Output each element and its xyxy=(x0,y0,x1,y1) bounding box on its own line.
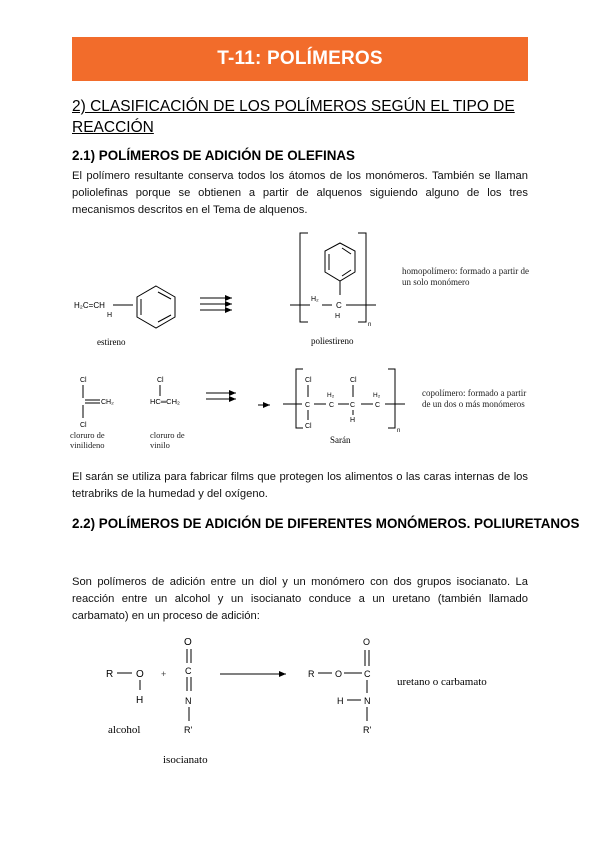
vc-formula: HC═CH₂ xyxy=(150,397,180,406)
alcohol-r: R xyxy=(106,669,114,680)
vinyl-chloride-molecule xyxy=(150,377,180,406)
saran-name: Sarán xyxy=(330,435,351,445)
polystyrene-ch2: H₂ xyxy=(311,296,319,303)
alcohol-label: alcohol xyxy=(108,724,141,736)
isocyanate-r: R' xyxy=(184,725,193,735)
homopolymer-note: homopolímero: formado a partir de un solo monómero xyxy=(402,266,529,287)
subsection-title-2-1: 2.1) POLÍMEROS DE ADICIÓN DE OLEFINAS xyxy=(72,148,355,163)
vdc-ch2: CH₂ xyxy=(101,399,114,406)
copolymer-note: copolímero: formado a partir de un dos o más monómeros xyxy=(422,388,527,409)
saran-n: n xyxy=(397,428,401,434)
vinylidene-chloride-molecule xyxy=(80,377,114,429)
vinyl-chloride-name: cloruro de vinilo xyxy=(150,430,185,450)
isocyanate-c: C xyxy=(185,666,192,676)
vc-cl: Cl xyxy=(157,377,164,384)
saran-cl1b: Cl xyxy=(305,423,312,430)
saran-c3: C xyxy=(350,402,356,409)
urethane-c: C xyxy=(364,669,371,679)
polystyrene-c: C xyxy=(336,301,342,310)
alcohol-h: H xyxy=(136,695,144,706)
styrene-h: H xyxy=(107,312,113,319)
saran-h3: H xyxy=(350,417,356,424)
urethane-molecule xyxy=(308,637,487,735)
vinylidene-chloride-name: cloruro de vinilideno xyxy=(70,430,105,450)
alcohol-o: O xyxy=(136,669,144,680)
polystyrene-molecule xyxy=(290,233,376,346)
styrene-formula: H₂C=CH xyxy=(74,301,105,310)
styrene-molecule xyxy=(74,286,175,347)
polystyrene-n: n xyxy=(368,322,372,328)
urethane-label: uretano o carbamato xyxy=(397,676,487,688)
isocyanate-n: N xyxy=(185,696,192,706)
page-title: T-11: POLÍMEROS xyxy=(217,48,383,69)
saran-h2b: H₂ xyxy=(373,392,381,399)
urethane-n: N xyxy=(364,696,371,706)
urethane-o: O xyxy=(335,669,343,679)
vdc-cl-bottom: Cl xyxy=(80,422,87,429)
isocyanate-label: isocianato xyxy=(163,754,208,766)
vdc-cl-top: Cl xyxy=(80,377,87,384)
reaction-arrows-2 xyxy=(206,393,270,405)
paragraph-olefins-intro: El polímero resultante conserva todos los átomos de los monómeros. También se llaman poliolefinas porque se obtienen a partir de alquenos siguiendo alguno de los tres mecanismos descritos en el Tema de alquenos. xyxy=(72,170,528,216)
saran-h2a: H₂ xyxy=(327,392,335,399)
urethane-r: R xyxy=(308,669,315,679)
paragraph-polyurethanes-intro: Son polímeros de adición entre un diol y un monómero con dos grupos isocianato. La reacción entre un alcohol y un isocianato conduce a un uretano (también llamado carbamato) en un proceso de adición: xyxy=(72,576,528,622)
styrene-name: estireno xyxy=(97,337,126,347)
saran-c1: C xyxy=(305,402,311,409)
saran-cl2: Cl xyxy=(350,377,357,384)
urethane-h: H xyxy=(337,696,344,706)
isocyanate-molecule xyxy=(163,637,208,766)
reaction-arrows-1 xyxy=(200,298,232,310)
isocyanate-o: O xyxy=(184,637,192,648)
saran-c4: C xyxy=(375,402,381,409)
plus-sign: + xyxy=(161,669,167,679)
alcohol-molecule xyxy=(106,669,144,736)
saran-polymer xyxy=(283,369,405,445)
urethane-o-top: O xyxy=(363,637,371,647)
urethane-r2: R' xyxy=(363,725,372,735)
paragraph-saran: El sarán se utiliza para fabricar films que protegen los alimentos o las caras internas de los tetrabriks de la humedad y del oxígeno. xyxy=(72,471,528,500)
saran-c2: C xyxy=(329,402,335,409)
section-title: 2) CLASIFICACIÓN DE LOS POLÍMEROS SEGÚN EL TIPO DE REACCIÓN xyxy=(72,98,515,136)
subsection-title-2-2-text: 2.2) POLÍMEROS DE ADICIÓN DE DIFERENTES MONÓMEROS. POLIURETANOS xyxy=(72,516,580,531)
saran-cl1: Cl xyxy=(305,377,312,384)
polystyrene-name: poliestireno xyxy=(311,336,354,346)
polystyrene-h: H xyxy=(335,313,341,320)
